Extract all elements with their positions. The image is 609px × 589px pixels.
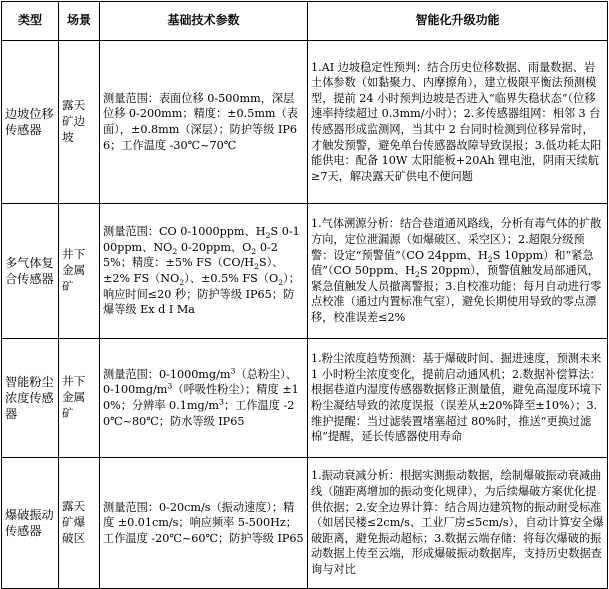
sensor-function: 1.振动衰减分析：根据实测振动数据，绘制爆破振动衰减曲线（随距离增加的振动变化规律），为后续爆破方案优化提供依据；2.安全边界计算：结合周边建筑物的振动耐受标准（如居民楼≤2cm/s、工业厂房≤5cm/s），自动计算安全爆破距离，避免振动超标；3.数据云端存储：将每次爆破的振动数据上传至云端，形成爆破振动数据库，支持历史数据查询与对比 xyxy=(308,458,608,589)
sensor-params: 测量范围：CO 0-1000ppm、$H_2S$ 0-100ppm、$NO_2$ 0-20ppm、$O_2$ 0-25%；精度：±5% $FS(CO/H_2S)$、±2% $FS(NO_2)$、±0.5% $FS(O_2)$；响应时间≤20 秒；防护等级 IP65；防爆等级 Ex d I Ma xyxy=(100,204,308,339)
sensor-type: 多气体复合传感器 xyxy=(2,204,59,339)
header-row xyxy=(2,2,608,41)
header-function: 智能化升级功能 xyxy=(308,2,608,41)
specs-table xyxy=(1,1,608,589)
sensor-scene: 露天矿边坡 xyxy=(59,41,100,204)
table-row xyxy=(2,339,608,458)
sensor-scene: 露天矿爆破区 xyxy=(59,458,100,589)
sensor-type: 边坡位移传感器 xyxy=(2,41,59,204)
table-row xyxy=(2,458,608,589)
sensor-type: 智能粉尘浓度传感器 xyxy=(2,339,59,458)
sensor-scene: 井下金属矿 xyxy=(59,204,100,339)
sensor-function: 1.AI 边坡稳定性预判：结合历史位移数据、雨量数据、岩土体参数（如黏聚力、内摩擦角），建立极限平衡法预测模型，提前 24 小时预判边坡是否进入“临界失稳状态”（位移速率持续超过 0.3mm/小时）；2.多传感器组网：相邻 3 台传感器形成监测网，当其中 2 台同时检测到位移异常时，才触发预警，避免单台传感器故障导致误报；3.低功耗太阳能供电：配备 10W 太阳能板+20Ah 锂电池，阴雨天续航≥7天，解决露天矿供电不便问题 xyxy=(308,41,608,204)
sensor-function: 1.粉尘浓度趋势预测：基于爆破时间、掘进速度，预测未来 1 小时粉尘浓度变化，提前启动通风机；2.数据补偿算法：根据巷道内湿度传感器数据修正测量值，避免高湿度环境下粉尘凝结导致的浓度误报（误差从±20%降至±10%）；3.维护提醒：当过滤装置堵塞超过 80%时，推送“更换过滤棉”提醒，延长传感器使用寿命 xyxy=(308,339,608,458)
sensor-function: 1.气体溯源分析：结合巷道通风路线，分析有毒气体的扩散方向，定位泄漏源（如爆破区、采空区）；2.超限分级预警：设定“预警值”（CO 24ppm、$H_2S$ 10ppm）和“紧急值”（CO 50ppm、$H_2S$ 20ppm），预警值触发局部通风，紧急值触发人员撤离警报；3.自校准功能：每月自动进行零点校准（通过内置标准气室），避免长期使用导致的零点漂移，校准误差≤2% xyxy=(308,204,608,339)
header-scene: 场景 xyxy=(59,2,100,41)
sensor-params: 测量范围：$0-1000mg/m^3$（总粉尘）、$0-100mg/m^3$（呼吸性粉尘）；精度 ±10%；分辨率 $0.1mg/m^3$；工作温度 -20℃~80℃；防水等级 IP65 xyxy=(100,339,308,458)
header-type: 类型 xyxy=(2,2,59,41)
sensor-params: 测量范围：0-20cm/s（振动速度）；精度 ±0.01cm/s；响应频率 5-500Hz；工作温度 -20℃~60℃；防护等级 IP65 xyxy=(100,458,308,589)
sensor-params: 测量范围：表面位移 0-500mm，深层位移 0-200mm；精度：±0.5mm（表面），±0.8mm（深层）；防护等级 IP66；工作温度 -30℃~70℃ xyxy=(100,41,308,204)
sensor-type: 爆破振动传感器 xyxy=(2,458,59,589)
table-row xyxy=(2,204,608,339)
table-row xyxy=(2,41,608,204)
header-params: 基础技术参数 xyxy=(100,2,308,41)
sensor-scene: 井下金属矿 xyxy=(59,339,100,458)
